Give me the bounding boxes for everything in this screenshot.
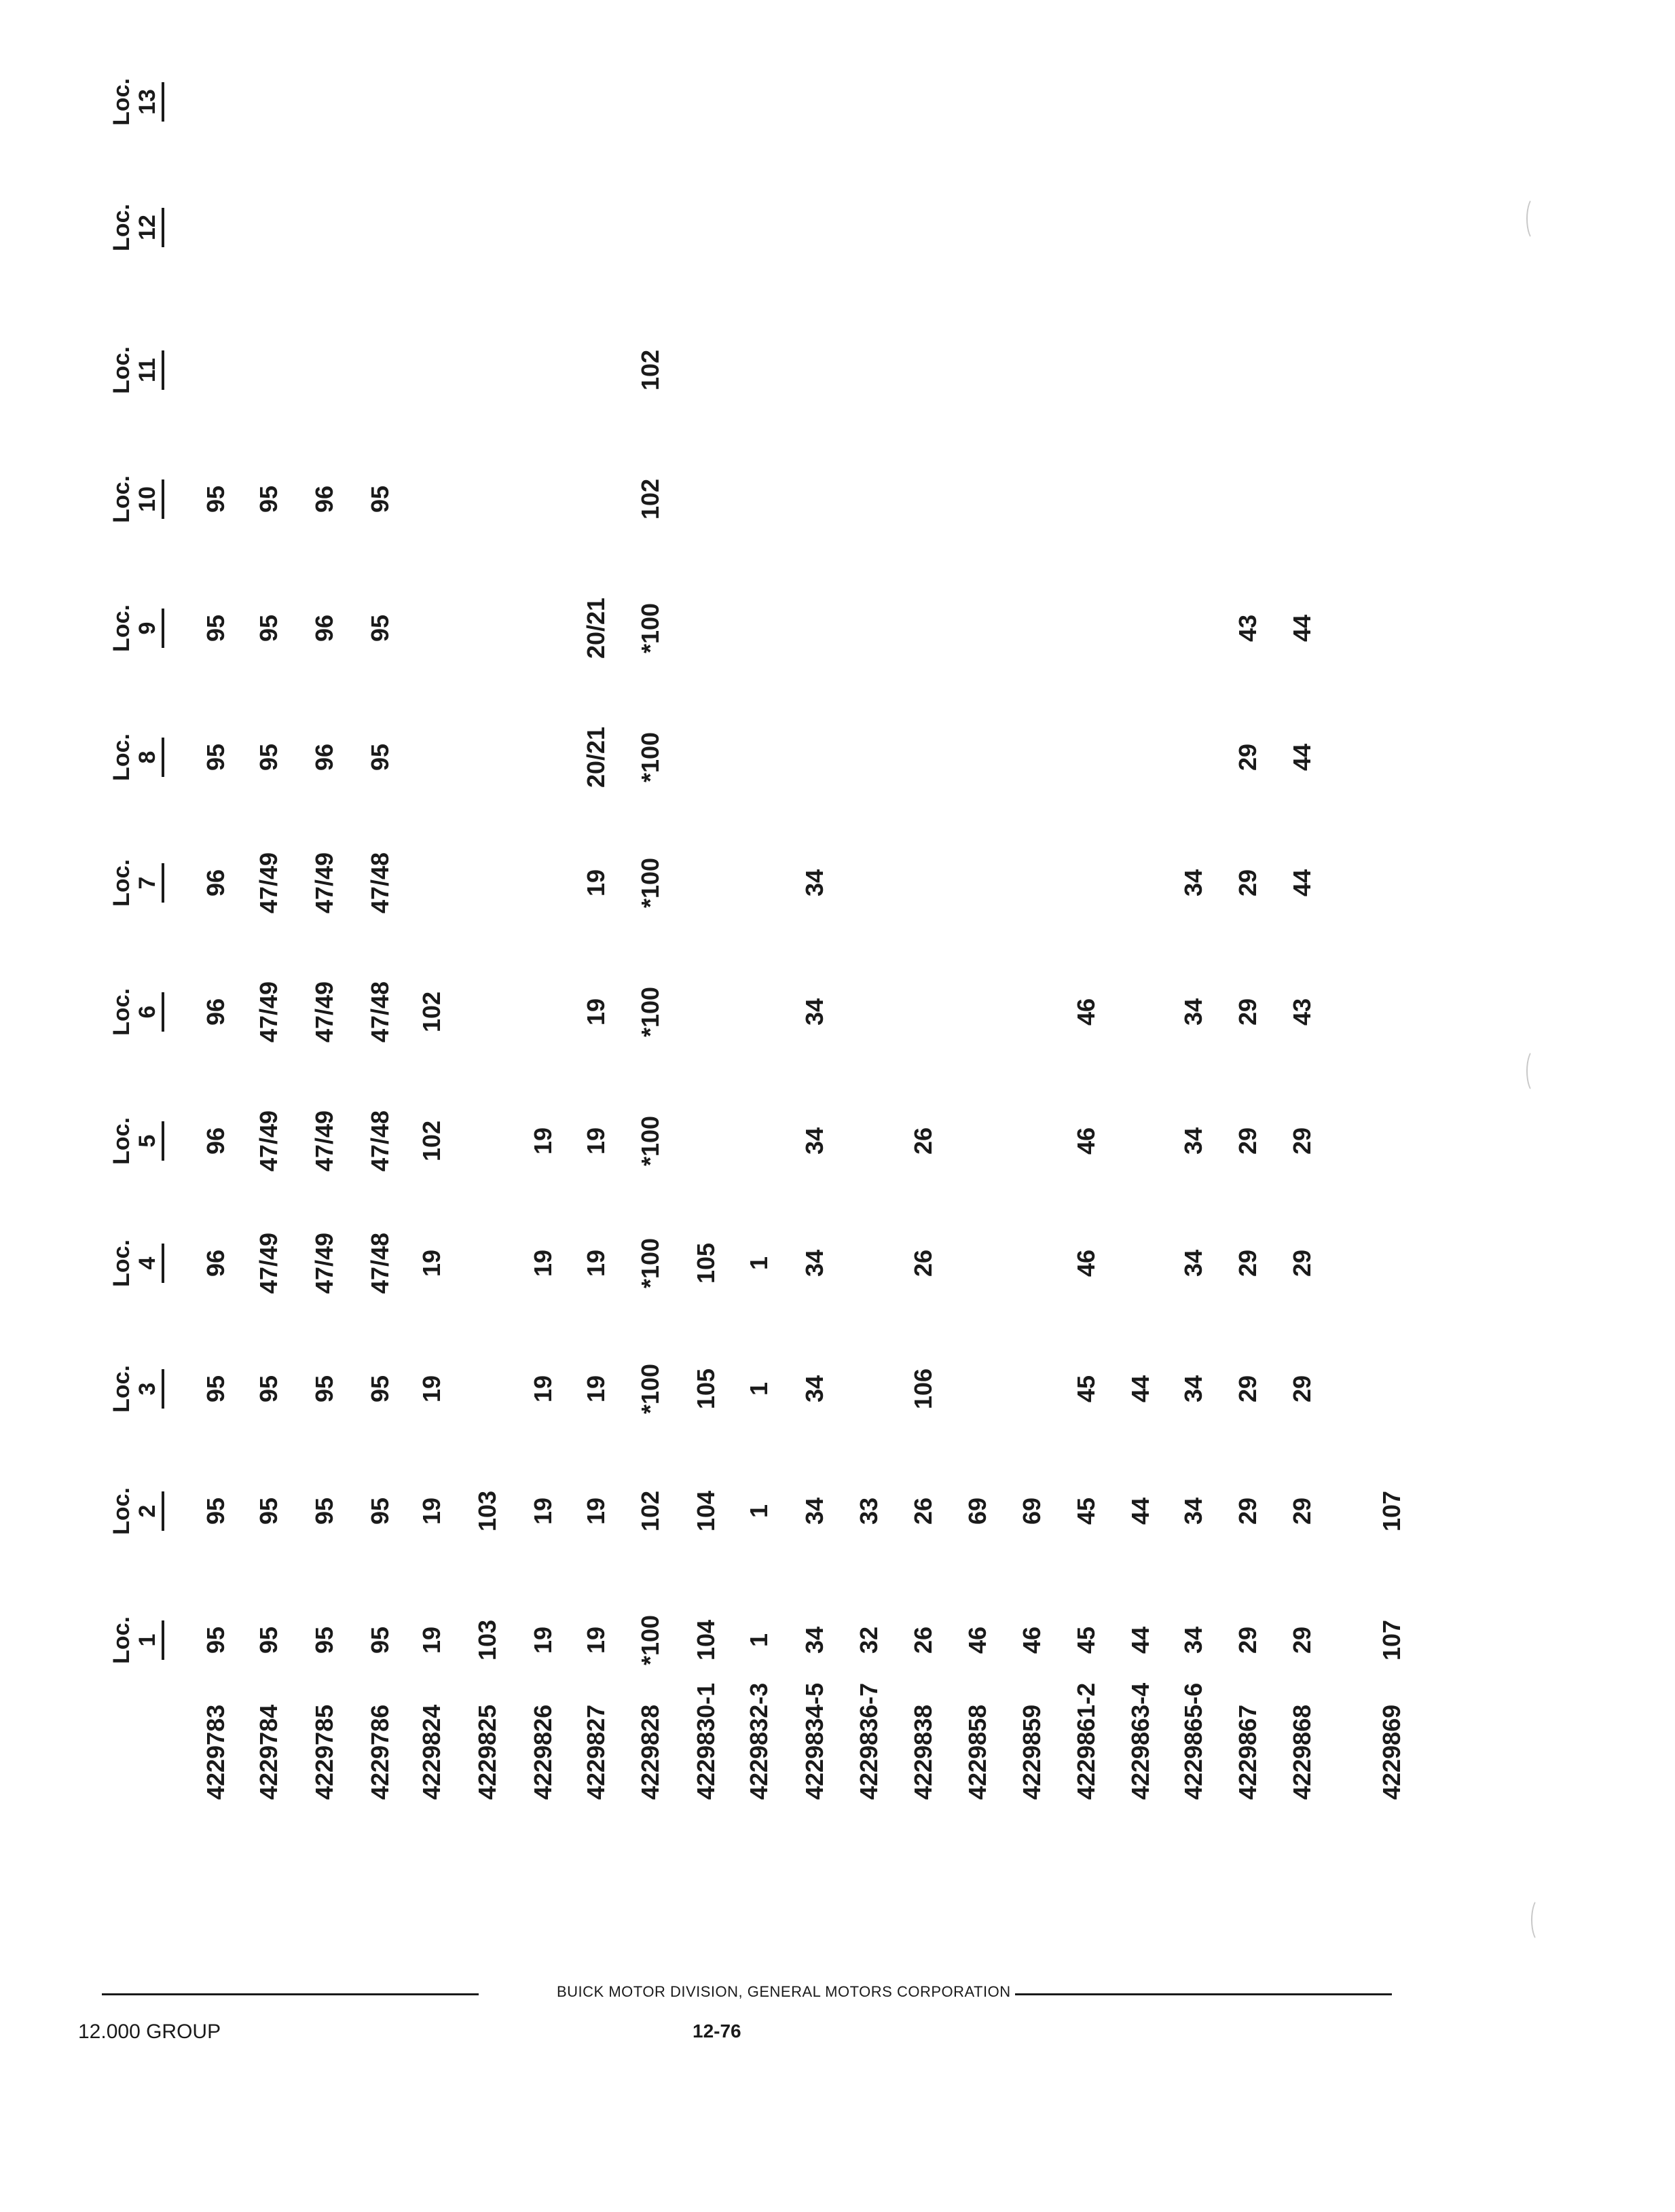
column-header-loc-9 bbox=[109, 587, 164, 669]
table-cell: 47/49 bbox=[310, 852, 338, 914]
part-number: 4229863-4 bbox=[1126, 1682, 1154, 1800]
table-cell: 19 bbox=[418, 1375, 445, 1403]
column-header-loc-11 bbox=[109, 329, 164, 411]
column-header-number: 5 bbox=[134, 1121, 164, 1161]
table-cell: 95 bbox=[202, 614, 229, 642]
part-number: 4229786 bbox=[366, 1704, 394, 1800]
table-cell: *100 bbox=[636, 857, 664, 909]
part-number: 4229783 bbox=[202, 1704, 229, 1800]
column-header-number: 6 bbox=[134, 992, 164, 1032]
table-cell: 96 bbox=[202, 869, 229, 897]
part-number: 4229830-1 bbox=[692, 1682, 720, 1800]
table-cell: 95 bbox=[310, 1626, 338, 1654]
table-cell: 34 bbox=[800, 1127, 828, 1155]
table-cell: 46 bbox=[1072, 1249, 1100, 1277]
table-cell: 102 bbox=[636, 349, 664, 391]
table-cell: 29 bbox=[1234, 1375, 1262, 1403]
table-cell: 47/48 bbox=[366, 981, 394, 1043]
table-cell: 95 bbox=[255, 1497, 282, 1525]
table-cell: 45 bbox=[1072, 1497, 1100, 1525]
column-header-label: Loc. bbox=[109, 475, 134, 523]
table-cell: 46 bbox=[1072, 998, 1100, 1026]
table-cell: 95 bbox=[310, 1497, 338, 1525]
table-cell: 19 bbox=[582, 1249, 610, 1277]
table-cell: 69 bbox=[1018, 1497, 1046, 1525]
table-cell: *100 bbox=[636, 602, 664, 654]
column-header-number: 3 bbox=[134, 1369, 164, 1409]
column-header-number: 11 bbox=[134, 350, 164, 390]
column-header-loc-7 bbox=[109, 842, 164, 924]
group-label: 12.000 GROUP bbox=[78, 2020, 221, 2043]
table-cell: 95 bbox=[366, 1497, 394, 1525]
part-number: 4229828 bbox=[636, 1704, 664, 1800]
table-cell: 44 bbox=[1288, 743, 1316, 772]
table-cell: 95 bbox=[366, 1375, 394, 1403]
table-cell: 95 bbox=[202, 485, 229, 513]
column-header-label: Loc. bbox=[109, 78, 134, 126]
table-cell: 95 bbox=[255, 614, 282, 642]
table-cell: 34 bbox=[1179, 1375, 1207, 1403]
table-cell: 96 bbox=[202, 998, 229, 1026]
part-number: 4229825 bbox=[473, 1704, 501, 1800]
table-cell: 45 bbox=[1072, 1626, 1100, 1654]
part-number: 4229838 bbox=[909, 1704, 937, 1800]
scan-mark bbox=[1526, 197, 1543, 240]
table-cell: 20/21 bbox=[582, 726, 610, 788]
table-cell: 34 bbox=[800, 1626, 828, 1654]
table-cell: *100 bbox=[636, 1363, 664, 1415]
column-header-loc-4 bbox=[109, 1222, 164, 1304]
column-header-label: Loc. bbox=[109, 1487, 134, 1535]
table-cell: 47/49 bbox=[255, 1110, 282, 1172]
column-header-number: 4 bbox=[134, 1244, 164, 1283]
table-cell: 34 bbox=[1179, 998, 1207, 1026]
table-cell: 103 bbox=[473, 1490, 501, 1532]
table-cell: 95 bbox=[310, 1375, 338, 1403]
table-cell: *100 bbox=[636, 1614, 664, 1666]
table-cell: 19 bbox=[529, 1375, 557, 1403]
table-cell: 1 bbox=[745, 1504, 773, 1519]
table-cell: 32 bbox=[855, 1626, 883, 1654]
table-cell: 102 bbox=[418, 1120, 445, 1162]
table-cell: 95 bbox=[255, 1375, 282, 1403]
column-header-loc-13 bbox=[109, 61, 164, 143]
column-header-loc-10 bbox=[109, 458, 164, 540]
table-cell: 26 bbox=[909, 1127, 937, 1155]
column-header-number: 12 bbox=[134, 208, 164, 247]
column-header-label: Loc. bbox=[109, 733, 134, 781]
table-cell: 102 bbox=[636, 1490, 664, 1532]
column-header-loc-6 bbox=[109, 971, 164, 1053]
table-cell: 34 bbox=[1179, 1249, 1207, 1277]
table-cell: 44 bbox=[1126, 1497, 1154, 1525]
table-cell: 34 bbox=[1179, 869, 1207, 897]
table-cell: 34 bbox=[1179, 1626, 1207, 1654]
column-header-label: Loc. bbox=[109, 1239, 134, 1287]
table-cell: 34 bbox=[1179, 1497, 1207, 1525]
table-cell: 107 bbox=[1378, 1490, 1405, 1532]
footer-division: BUICK MOTOR DIVISION, GENERAL MOTORS CORPORATION bbox=[557, 1983, 1011, 2000]
table-cell: 104 bbox=[692, 1619, 720, 1661]
table-cell: 19 bbox=[582, 1127, 610, 1155]
table-cell: 29 bbox=[1288, 1626, 1316, 1654]
column-header-label: Loc. bbox=[109, 1117, 134, 1165]
column-header-label: Loc. bbox=[109, 859, 134, 907]
table-cell: 104 bbox=[692, 1490, 720, 1532]
table-cell: 47/49 bbox=[255, 981, 282, 1043]
column-header-label: Loc. bbox=[109, 604, 134, 652]
table-cell: 29 bbox=[1234, 1249, 1262, 1277]
table-cell: 29 bbox=[1234, 1127, 1262, 1155]
scan-mark bbox=[1526, 1049, 1543, 1093]
table-cell: 34 bbox=[1179, 1127, 1207, 1155]
table-cell: 34 bbox=[800, 869, 828, 897]
table-cell: 19 bbox=[529, 1626, 557, 1654]
part-number: 4229867 bbox=[1234, 1704, 1262, 1800]
part-number: 4229859 bbox=[1018, 1704, 1046, 1800]
table-cell: 34 bbox=[800, 998, 828, 1026]
table-cell: 26 bbox=[909, 1497, 937, 1525]
table-cell: 19 bbox=[418, 1626, 445, 1654]
table-cell: 19 bbox=[582, 1626, 610, 1654]
column-header-number: 13 bbox=[134, 82, 164, 122]
table-cell: 19 bbox=[529, 1497, 557, 1525]
column-header-number: 8 bbox=[134, 738, 164, 777]
column-header-loc-8 bbox=[109, 717, 164, 798]
table-cell: 19 bbox=[582, 1497, 610, 1525]
table-cell: 45 bbox=[1072, 1375, 1100, 1403]
rotated-table bbox=[0, 78, 1675, 2092]
table-cell: 95 bbox=[366, 614, 394, 642]
column-header-label: Loc. bbox=[109, 1616, 134, 1664]
table-cell: 95 bbox=[366, 1626, 394, 1654]
column-header-number: 10 bbox=[134, 479, 164, 519]
table-cell: 47/49 bbox=[310, 1110, 338, 1172]
table-cell: 95 bbox=[202, 1626, 229, 1654]
column-header-loc-3 bbox=[109, 1348, 164, 1430]
table-cell: 29 bbox=[1234, 869, 1262, 897]
table-cell: 47/49 bbox=[255, 852, 282, 914]
table-cell: 29 bbox=[1234, 1626, 1262, 1654]
table-cell: 26 bbox=[909, 1249, 937, 1277]
column-header-number: 2 bbox=[134, 1491, 164, 1531]
column-header-loc-12 bbox=[109, 187, 164, 268]
footer-rule-right bbox=[1015, 1993, 1392, 1995]
table-cell: 29 bbox=[1288, 1249, 1316, 1277]
table-cell: 47/49 bbox=[310, 1232, 338, 1294]
table-cell: 95 bbox=[366, 743, 394, 772]
table-cell: 19 bbox=[418, 1497, 445, 1525]
table-cell: 44 bbox=[1126, 1626, 1154, 1654]
table-cell: 47/48 bbox=[366, 1232, 394, 1294]
table-cell: 107 bbox=[1378, 1619, 1405, 1661]
column-header-label: Loc. bbox=[109, 988, 134, 1036]
table-cell: 43 bbox=[1288, 998, 1316, 1026]
table-cell: 96 bbox=[310, 743, 338, 772]
table-cell: 105 bbox=[692, 1242, 720, 1284]
table-cell: 19 bbox=[582, 1375, 610, 1403]
table-cell: 47/48 bbox=[366, 852, 394, 914]
table-cell: 34 bbox=[800, 1497, 828, 1525]
part-number: 4229832-3 bbox=[745, 1682, 773, 1800]
table-cell: 26 bbox=[909, 1626, 937, 1654]
table-cell: 29 bbox=[1234, 1497, 1262, 1525]
table-cell: 19 bbox=[582, 998, 610, 1026]
column-header-number: 1 bbox=[134, 1620, 164, 1660]
table-cell: 34 bbox=[800, 1375, 828, 1403]
table-cell: 46 bbox=[963, 1626, 991, 1654]
column-header-loc-5 bbox=[109, 1100, 164, 1182]
table-cell: 46 bbox=[1018, 1626, 1046, 1654]
table-cell: 44 bbox=[1288, 614, 1316, 642]
table-cell: 33 bbox=[855, 1497, 883, 1525]
column-header-loc-2 bbox=[109, 1470, 164, 1552]
part-number: 4229834-5 bbox=[800, 1682, 828, 1800]
column-header-loc-1 bbox=[109, 1599, 164, 1681]
column-header-number: 9 bbox=[134, 609, 164, 648]
page-number: 12-76 bbox=[693, 2020, 741, 2042]
table-cell: 19 bbox=[529, 1249, 557, 1277]
table-cell: 29 bbox=[1234, 743, 1262, 772]
table-cell: 1 bbox=[745, 1633, 773, 1648]
part-number: 4229865-6 bbox=[1179, 1682, 1207, 1800]
table-cell: 102 bbox=[636, 478, 664, 520]
table-cell: 44 bbox=[1288, 869, 1316, 897]
table-cell: 95 bbox=[202, 1375, 229, 1403]
table-cell: *100 bbox=[636, 986, 664, 1038]
part-number: 4229827 bbox=[582, 1704, 610, 1800]
table-cell: 19 bbox=[418, 1249, 445, 1277]
table-cell: 102 bbox=[418, 991, 445, 1033]
table-cell: 20/21 bbox=[582, 597, 610, 659]
part-number: 4229869 bbox=[1378, 1704, 1405, 1800]
column-header-label: Loc. bbox=[109, 204, 134, 251]
table-cell: 47/49 bbox=[310, 981, 338, 1043]
table-cell: *100 bbox=[636, 1237, 664, 1289]
table-cell: 103 bbox=[473, 1619, 501, 1661]
table-cell: 95 bbox=[255, 1626, 282, 1654]
table-cell: 47/49 bbox=[255, 1232, 282, 1294]
table-cell: 46 bbox=[1072, 1127, 1100, 1155]
column-header-number: 7 bbox=[134, 863, 164, 903]
part-number: 4229868 bbox=[1288, 1704, 1316, 1800]
column-header-label: Loc. bbox=[109, 1365, 134, 1413]
column-header-label: Loc. bbox=[109, 346, 134, 394]
part-number: 4229836-7 bbox=[855, 1682, 883, 1800]
table-cell: 96 bbox=[310, 485, 338, 513]
table-cell: 34 bbox=[800, 1249, 828, 1277]
table-cell: *100 bbox=[636, 1115, 664, 1167]
table-cell: 69 bbox=[963, 1497, 991, 1525]
part-number: 4229826 bbox=[529, 1704, 557, 1800]
table-cell: 29 bbox=[1288, 1497, 1316, 1525]
table-cell: 1 bbox=[745, 1381, 773, 1396]
table-cell: 43 bbox=[1234, 614, 1262, 642]
footer-rule-left bbox=[102, 1993, 479, 1995]
part-number: 4229861-2 bbox=[1072, 1682, 1100, 1800]
table-cell: 29 bbox=[1234, 998, 1262, 1026]
scan-mark bbox=[1531, 1898, 1547, 1942]
table-cell: 105 bbox=[692, 1368, 720, 1410]
table-cell: 96 bbox=[310, 614, 338, 642]
table-cell: 96 bbox=[202, 1127, 229, 1155]
table-cell: 47/48 bbox=[366, 1110, 394, 1172]
table-cell: 1 bbox=[745, 1256, 773, 1271]
table-cell: 95 bbox=[366, 485, 394, 513]
part-number: 4229784 bbox=[255, 1704, 282, 1800]
table-cell: 19 bbox=[582, 869, 610, 897]
part-number: 4229785 bbox=[310, 1704, 338, 1800]
table-cell: 19 bbox=[529, 1127, 557, 1155]
table-cell: 95 bbox=[255, 485, 282, 513]
table-cell: 29 bbox=[1288, 1375, 1316, 1403]
part-number: 4229858 bbox=[963, 1704, 991, 1800]
table-cell: 95 bbox=[202, 743, 229, 772]
table-cell: 95 bbox=[255, 743, 282, 772]
table-cell: 44 bbox=[1126, 1375, 1154, 1403]
table-cell: 29 bbox=[1288, 1127, 1316, 1155]
table-cell: 95 bbox=[202, 1497, 229, 1525]
table-cell: *100 bbox=[636, 731, 664, 783]
part-number: 4229824 bbox=[418, 1704, 445, 1800]
table-cell: 106 bbox=[909, 1368, 937, 1410]
table-cell: 96 bbox=[202, 1249, 229, 1277]
